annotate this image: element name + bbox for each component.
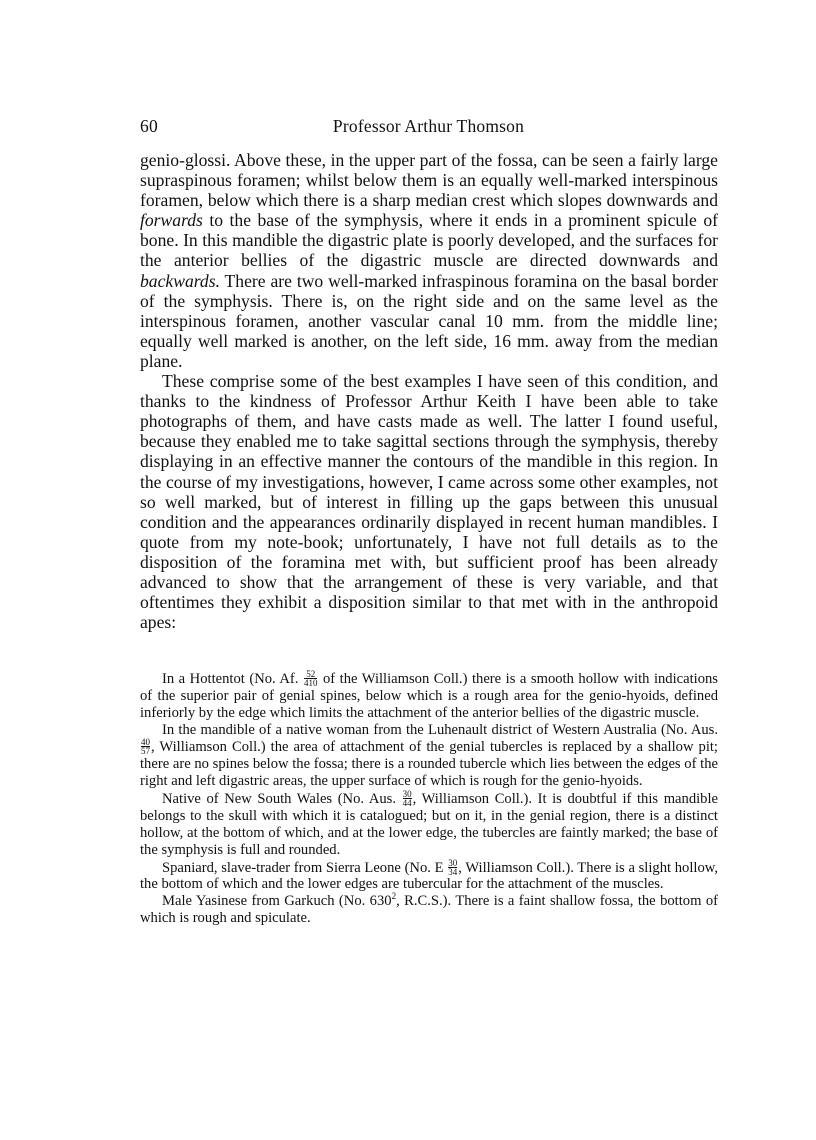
- note-new-south-wales: Native of New South Wales (No. Aus. $\frac{30}{44}$ , Williamson Coll.). It is doubtful if this mandible belongs to the skull with which it is catalogued; but on it, in the genial region, there is a distinct hollow, at the bottom of which, and at the lower edge, the tubercles are faintly marked; the base of the symphysis is full and rounded.: [140, 789, 718, 858]
- catalogue-fraction: $\frac{52}{410}$: [303, 669, 318, 688]
- note-garkuch: Male Yasinese from Garkuch (No. $630^2$, R.C.S.). There is a faint shallow fossa, the bottom of which is rough and spiculate.: [140, 891, 718, 927]
- note-sierra-leone: Spaniard, slave-trader from Sierra Leone (No. E $\frac{30}{34}$ , Williamson Coll.). There is a slight hollow, the bottom of which and the lower edges are tubercular for the attachment of the muscles.: [140, 857, 718, 893]
- note-hottentot: In a Hottentot (No. Af. $\frac{52}{410}$ of the Williamson Coll.) there is a smooth hollow with indications of the superior pair of genial spines, below which is a rough area for the genio-hyoids, defined inferiorly by the edge which limits the attachment of the anterior bellies of the digastric muscle.: [140, 669, 718, 721]
- specimen-notes: [140, 670, 718, 927]
- paragraph-1: genio-glossi. Above these, in the upper part of the fossa, can be seen a fairly large supraspinous foramen; whilst below them is an equally well-marked interspinous foramen, below which there is a sharp median crest which slopes downwards and forwards to the base of the symphysis, where it ends in a prominent spicule of bone. In this mandible the digastric plate is poorly developed, and the surfaces for the anterior bellies of the digastric muscle are directed downwards and backwards. There are two well-marked infraspinous foramina on the basal border of the symphysis. There is, on the right side and on the same level as the interspinous foramen, another vascular canal 10 mm. from the middle line; equally well marked is another, on the left side, 16 mm. away from the median plane.: [140, 150, 718, 371]
- superscript: 2: [391, 891, 397, 902]
- body-text: [140, 150, 718, 632]
- running-header: [140, 116, 717, 144]
- catalogue-fraction: $\frac{30}{44}$: [402, 789, 412, 809]
- emphasis-backwards: backwards.: [140, 270, 220, 291]
- paragraph-2: These comprise some of the best examples I have seen of this condition, and thanks to the kindness of Professor Arthur Keith I have been able to take photographs of them, and have casts made as well. The latter I found useful, because they enabled me to take sagittal sections through the symphysis, thereby displaying in an effective manner the contours of the mandible in this region. In the course of my investigations, however, I came across some other examples, not so well marked, but of interest in filling up the gaps between this unusual condition and the appearances ordinarily displayed in recent human mandibles. I quote from my note-book; unfortunately, I have not full details as to the disposition of the foramina met with, but sufficient proof has been already advanced to show that the arrangement of these is very variable, and that oftentimes they exhibit a disposition similar to that met with in the anthropoid apes:: [140, 371, 718, 633]
- catalogue-fraction: $\frac{40}{57}$: [141, 737, 150, 757]
- catalogue-fraction: $\frac{30}{34}$: [448, 857, 458, 877]
- page-number: 60: [140, 116, 158, 136]
- note-western-australia: In the mandible of a native woman from the Luhenault district of Western Australia (No. Aus. $\frac{40}{57}$ , Williamson Coll.) the area of attachment of the genial tubercles is replaced by a shallow pit; there are no spines below the fossa; there is a rounded tubercle which lies between the edges of the right and left digastric areas, the upper surface of which is rough for the genio-hyoids.: [140, 721, 718, 790]
- emphasis-forwards: forwards: [140, 210, 203, 231]
- running-title: Professor Arthur Thomson: [332, 116, 525, 136]
